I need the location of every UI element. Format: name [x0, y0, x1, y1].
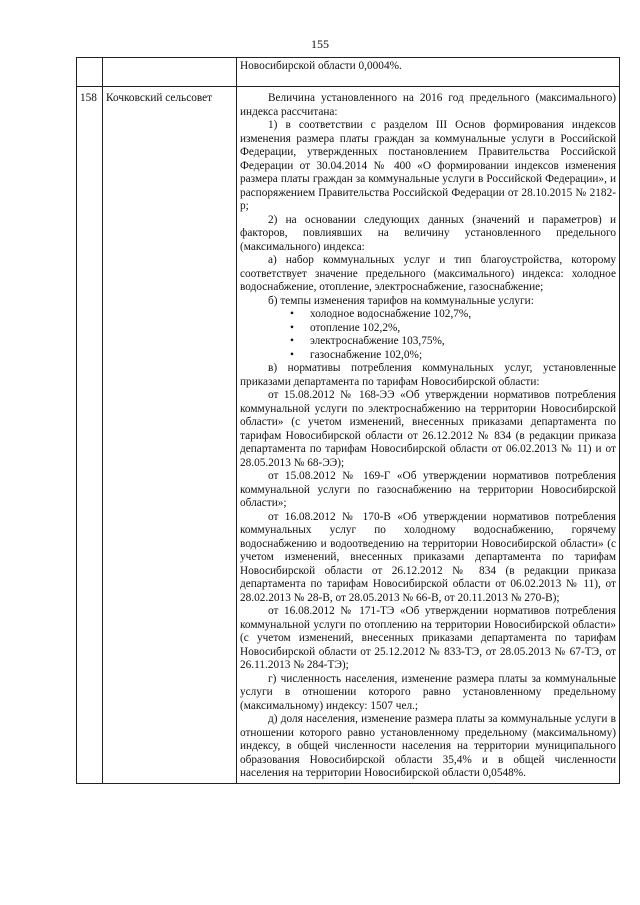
- table-row: [77, 87, 620, 784]
- list-item: • электроснабжение 103,75%,: [310, 335, 616, 349]
- number-cell-empty: [77, 58, 103, 87]
- list-item: • холодное водоснабжение 102,7%,: [310, 308, 616, 322]
- paragraph: от 15.08.2012 № 169-Г «Об утверждении нормативов потребления коммунальной услуги по газоснабжению на территории Новосибирской области»;: [240, 470, 616, 509]
- table-row-continued: [77, 58, 620, 87]
- paragraph: 2) на основании следующих данных (значений и параметров) и факторов, повлиявших на величину установленного предельного (максимального) индекса:: [240, 213, 616, 253]
- list-item: • газоснабжение 102,0%;: [310, 349, 616, 363]
- page-number: 155: [311, 37, 329, 51]
- document-table: [76, 57, 620, 784]
- paragraph: от 15.08.2012 № 168-ЭЭ «Об утверждении нормативов потребления коммунальной услуги по электроснабжению на территории Новосибирской области» (с учетом изменений, внесенных приказами департамента по тарифам Новосибирской области от 26.12.2012 № 834 (в редакции приказа департамента по тарифам Новосибирской области от 06.02.2013 № 11) и от 28.05.2013 № 68-ЭЭ);: [240, 389, 616, 469]
- paragraph: в) нормативы потребления коммунальных услуг, установленные приказами департамента по тарифам Новосибирской области:: [240, 362, 616, 388]
- paragraph: от 16.08.2012 № 170-В «Об утверждении нормативов потребления коммунальных услуг по холодному водоснабжению, горячему водоснабжению и водоотведению на территории Новосибирской области» (с учетом изменений, внесенных приказами департамента по тарифам Новосибирской области от 26.12.2012 № 834 (в редакции приказа департамента по тарифам Новосибирской области от 06.02.2013 № 11), от 28.02.2013 № 28-В, от 28.05.2013 № 66-В, от 20.11.2013 № 270-В);: [240, 510, 616, 604]
- name-cell-empty: [103, 58, 237, 87]
- list-item: • отопление 102,2%,: [310, 322, 616, 336]
- paragraph: г) численность населения, изменение размера платы за коммунальные услуги в отношении которого равно установленному предельному (максимальному) индексу: 1507 чел.;: [240, 672, 616, 712]
- continued-text: Новосибирской области 0,0004%.: [240, 60, 402, 72]
- paragraph: 1) в соответствии с разделом III Основ формирования индексов изменения размера платы граждан за коммунальные услуги в Российской Федерации, утвержденных постановлением Правительства Российской Федерации от 30.04.2014 № 400 «О формировании индексов изменения размера платы граждан за коммунальные услуги в Российской Федерации», и распоряжением Правительства Российской Федерации от 28.10.2015 № 2182-р;: [240, 119, 616, 212]
- paragraph: б) темпы изменения тарифов на коммунальные услуги:: [268, 294, 534, 307]
- tariff-growth-list: [240, 308, 616, 362]
- index-justification-cell: [237, 87, 620, 784]
- content-cell-continued: [237, 58, 620, 87]
- paragraph: Величина установленного на 2016 год предельного (максимального) индекса рассчитана:: [240, 92, 616, 118]
- paragraph: д) доля населения, изменение размера платы за коммунальные услуги в отношении которого равно установленному предельному (максимальному) индексу, в общей численности населения на территории муниципального образования Новосибирской области 35,4% и в общей численности населения на территории Новосибирской области 0,0548%.: [240, 713, 616, 779]
- municipality-name: Кочковский сельсовет: [103, 87, 237, 784]
- paragraph: от 16.08.2012 № 171-ТЭ «Об утверждении нормативов потребления коммунальной услуги по отоплению на территории Новосибирской области» (с учетом изменений, внесенных приказами департамента по тарифам Новосибирской области от 25.12.2012 № 833-ТЭ, от 28.05.2013 № 67-ТЭ, от 26.11.2013 № 284-ТЭ);: [240, 605, 616, 671]
- row-number: 158: [77, 87, 103, 784]
- paragraph: а) набор коммунальных услуг и тип благоустройства, которому соответствует значение предельного (максимального) индекса: холодное водоснабжение, отопление, электроснабжение, газоснабжение;: [240, 254, 616, 293]
